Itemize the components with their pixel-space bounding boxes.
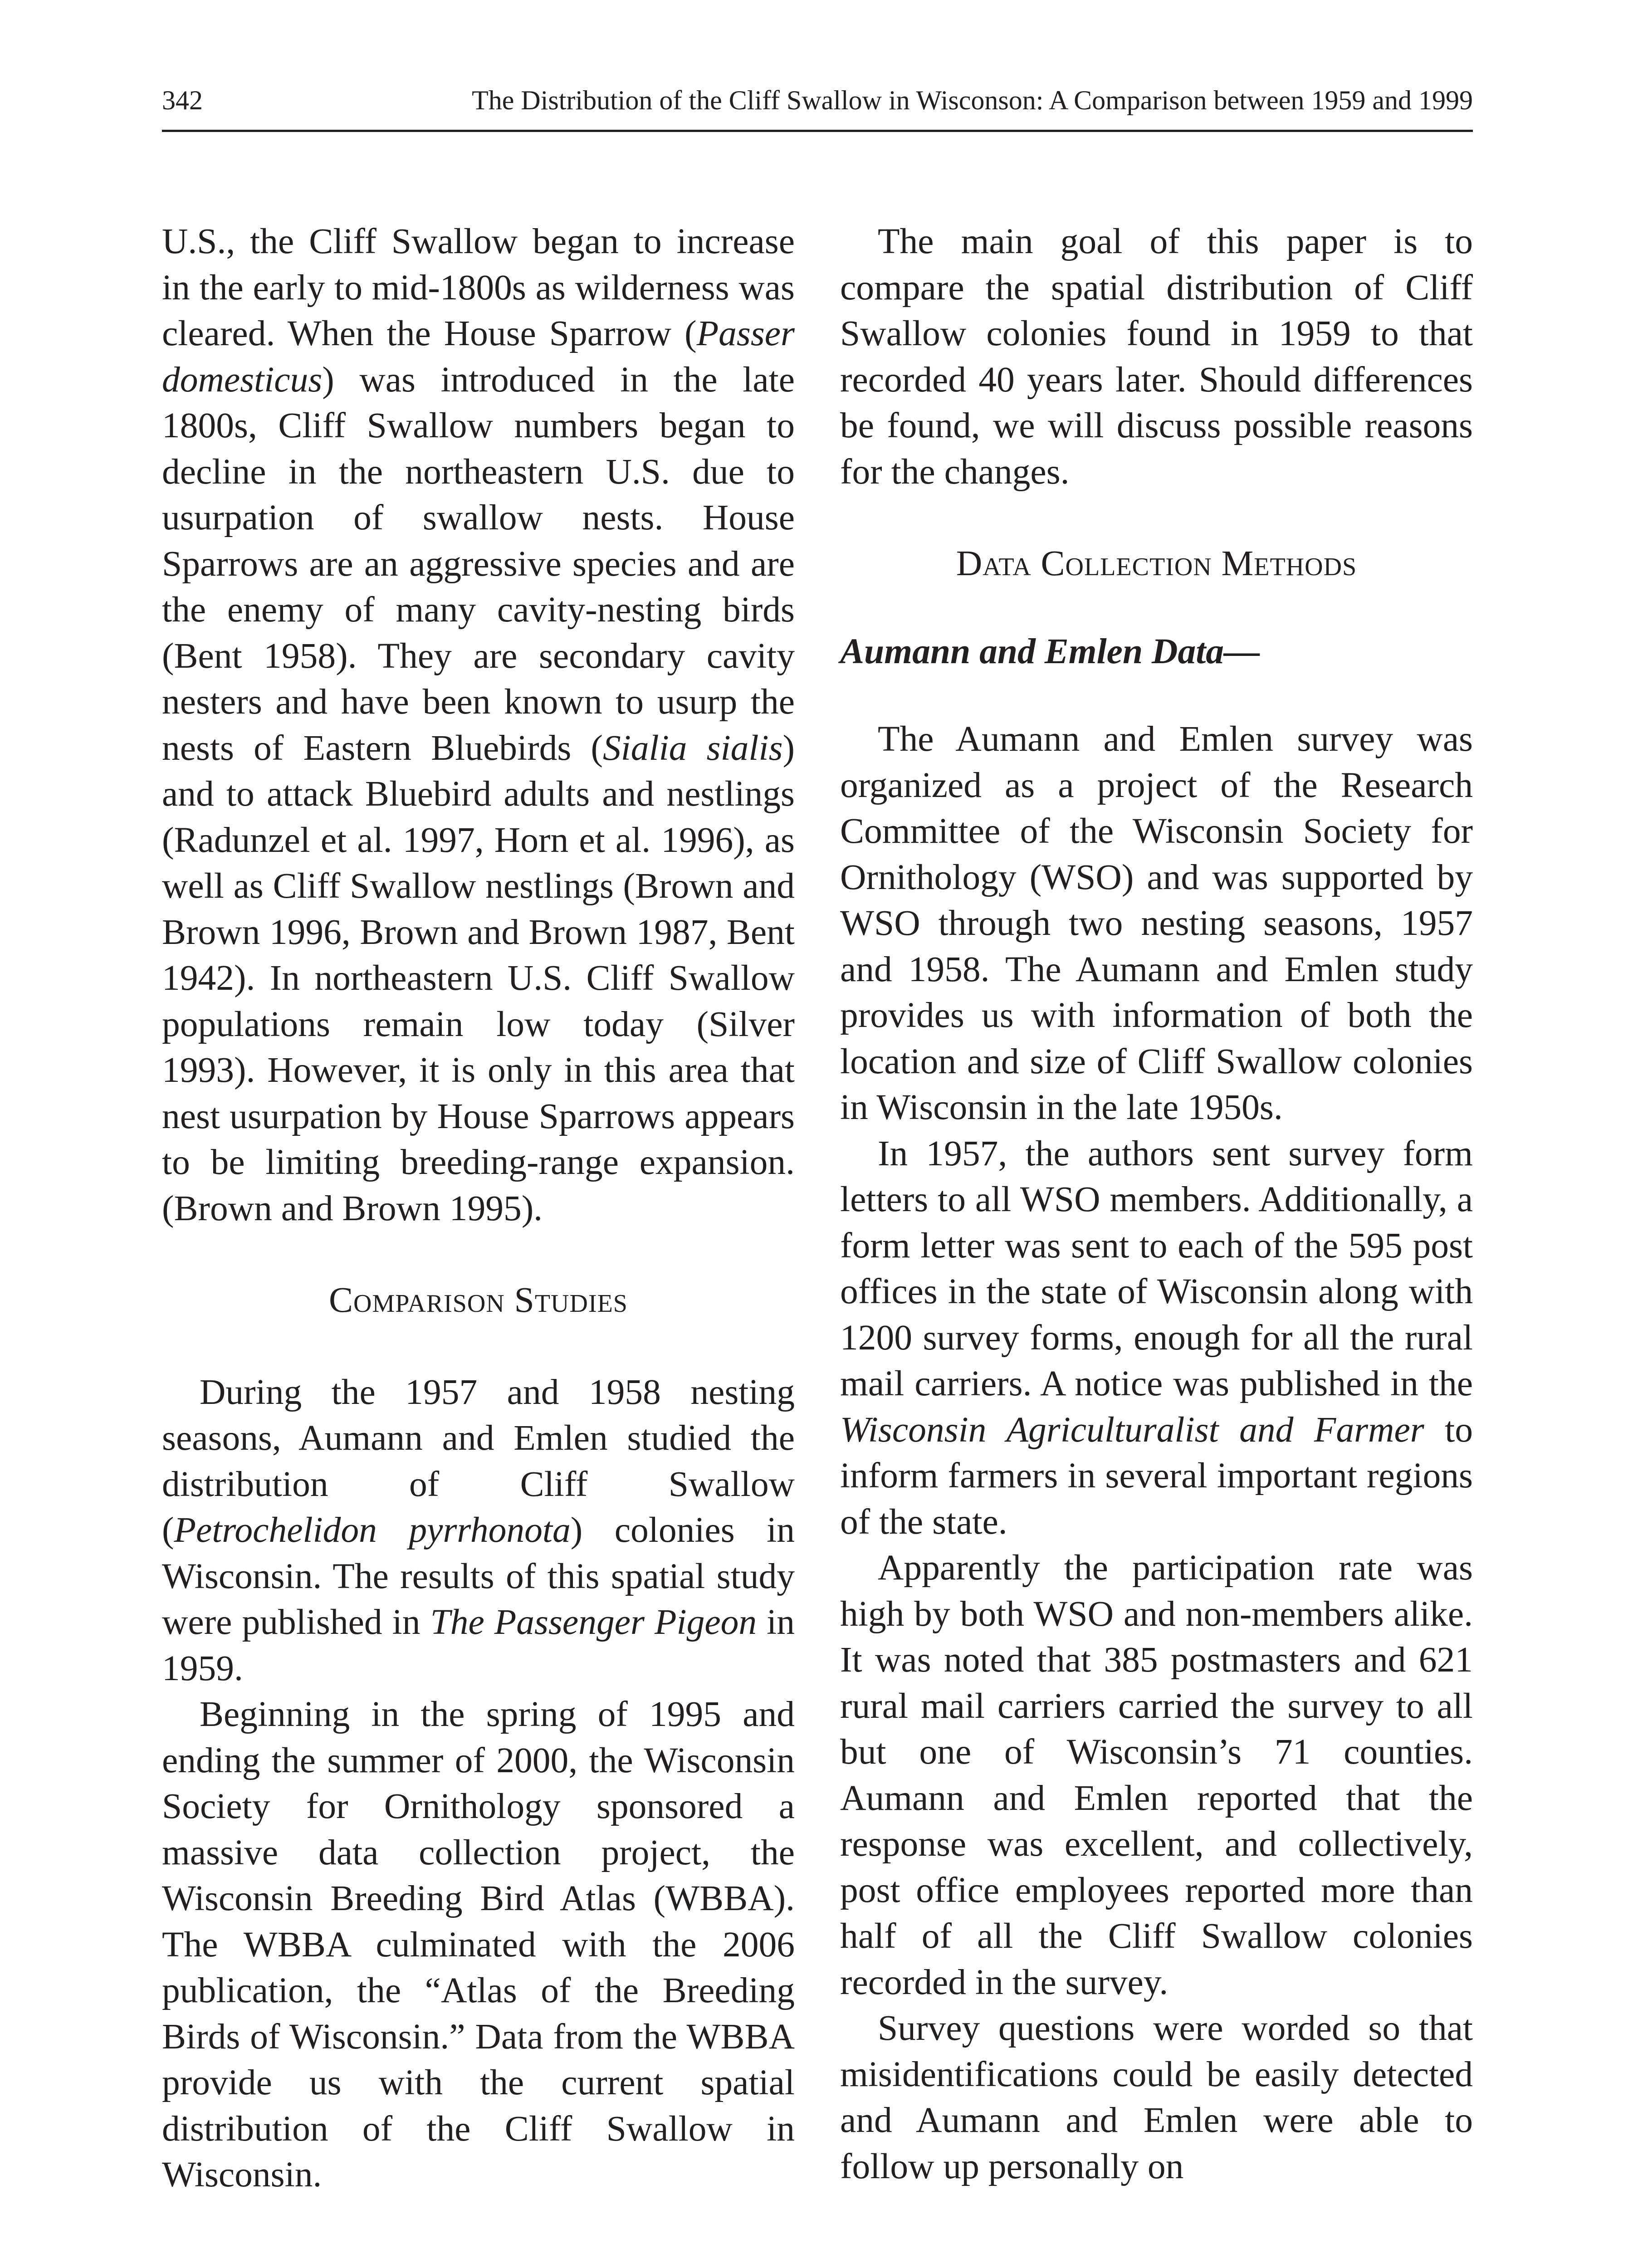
right-column: [840, 219, 1473, 2190]
left-paragraph-2: [162, 1369, 795, 1692]
header-rule: [162, 130, 1473, 132]
right-paragraph-2: The Aumann and Emlen survey was organized as a project of the Research Committee of the Wisconsin Society for Ornithology (WSO) and was supported by WSO through two nesting seasons, 1957 and 1958. The Aumann and Emlen study provides us with information of both the location and size of Cliff Swallow colonies in Wisconsin in the late 1950s.: [840, 719, 1473, 1127]
left-paragraph-3: Beginning in the spring of 1995 and ending the summer of 2000, the Wisconsin Society for Ornithology sponsored a massive data collection project, the Wisconsin Breeding Bird Atlas (WBBA). The WBBA culminated with the 2006 publication, the “Atlas of the Breeding Birds of Wisconsin.” Data from the WBBA provide us with the current spatial distribution of the Cliff Swallow in Wisconsin.: [162, 1694, 795, 2195]
text-run: ) and to attack Bluebird adults and nestlings (Radunzel et al. 1997, Horn et al. 1996), as well as Cliff Swallow nestlings (Brown and Brown 1996, Brown and Brown 1987, Bent 1942). In northeastern U.S. Cliff Swallow populations remain low today (Silver 1993). However, it is only in this area that nest usurpation by House Sparrows appears to be limiting breeding-range expansion. (Brown and Brown 1995).: [162, 728, 795, 1228]
left-column: [162, 219, 795, 2198]
text-run: During the 1957 and 1958 nesting seasons, Aumann and Emlen studied the distribution of Cliff Swallow (: [162, 1372, 795, 1550]
text-run: ) was introduced in the late 1800s, Cliff Swallow numbers began to decline in the northeastern U.S. due to usurpation of swallow nests. House Sparrows are an aggressive species and are the enemy of many cavity-nesting birds (Bent 1958). They are secondary cavity nesters and have been known to usurp the nests of Eastern Bluebirds (: [162, 359, 795, 768]
species-name: Passer domesticus: [162, 313, 795, 400]
subheading-aumann-emlen-data: Aumann and Emlen Data—: [840, 631, 1260, 671]
page-number: 342: [162, 85, 203, 115]
text-run: U.S., the Cliff Swallow began to increase in the early to mid-1800s as wilderness was cleared. When the House Sparrow (: [162, 221, 795, 353]
text-run: to inform farmers in several important regions of the state.: [840, 1409, 1473, 1542]
left-paragraph-1: [162, 219, 795, 1232]
species-name: Sialia sialis: [602, 728, 783, 768]
text-run: ) colonies in Wisconsin. The results of this spatial study were published in: [162, 1510, 795, 1642]
species-name: Petrochelidon pyrrhonota: [174, 1510, 571, 1550]
right-paragraph-5: Survey questions were worded so that misidentifications could be easily detected and Aumann and Emlen were able to follow up personally on: [840, 2008, 1473, 2186]
section-heading-comparison-studies: Comparison Studies: [329, 1280, 628, 1320]
text-run: in 1959.: [162, 1602, 795, 1688]
text-run: In 1957, the authors sent survey form letters to all WSO members. Additionally, a form letter was sent to each of the 595 post offices in the state of Wisconsin along with 1200 survey forms, enough for all the rural mail carriers. A notice was published in the: [840, 1133, 1473, 1403]
right-paragraph-1: The main goal of this paper is to compare the spatial distribution of Cliff Swallow colonies found in 1959 to that recorded 40 years later. Should differences be found, we will discuss possible reasons for the changes.: [840, 221, 1473, 492]
running-head-title: The Distribution of the Cliff Swallow in Wisconson: A Comparison between 1959 and 1999: [472, 85, 1473, 115]
right-paragraph-4: Apparently the participation rate was high by both WSO and non-members alike. It was noted that 385 postmasters and 621 rural mail carriers carried the survey to all but one of Wisconsin’s 71 counties. Aumann and Emlen reported that the response was excellent, and collectively, post office employees reported more than half of all the Cliff Swallow colonies recorded in the survey.: [840, 1548, 1473, 2002]
right-paragraph-3: [840, 1131, 1473, 1545]
publication-title: Wisconsin Agriculturalist and Farmer: [840, 1409, 1424, 1450]
running-head: [162, 84, 1473, 116]
section-heading-data-collection-methods: Data Collection Methods: [956, 543, 1357, 583]
journal-title: The Passenger Pigeon: [430, 1602, 757, 1642]
